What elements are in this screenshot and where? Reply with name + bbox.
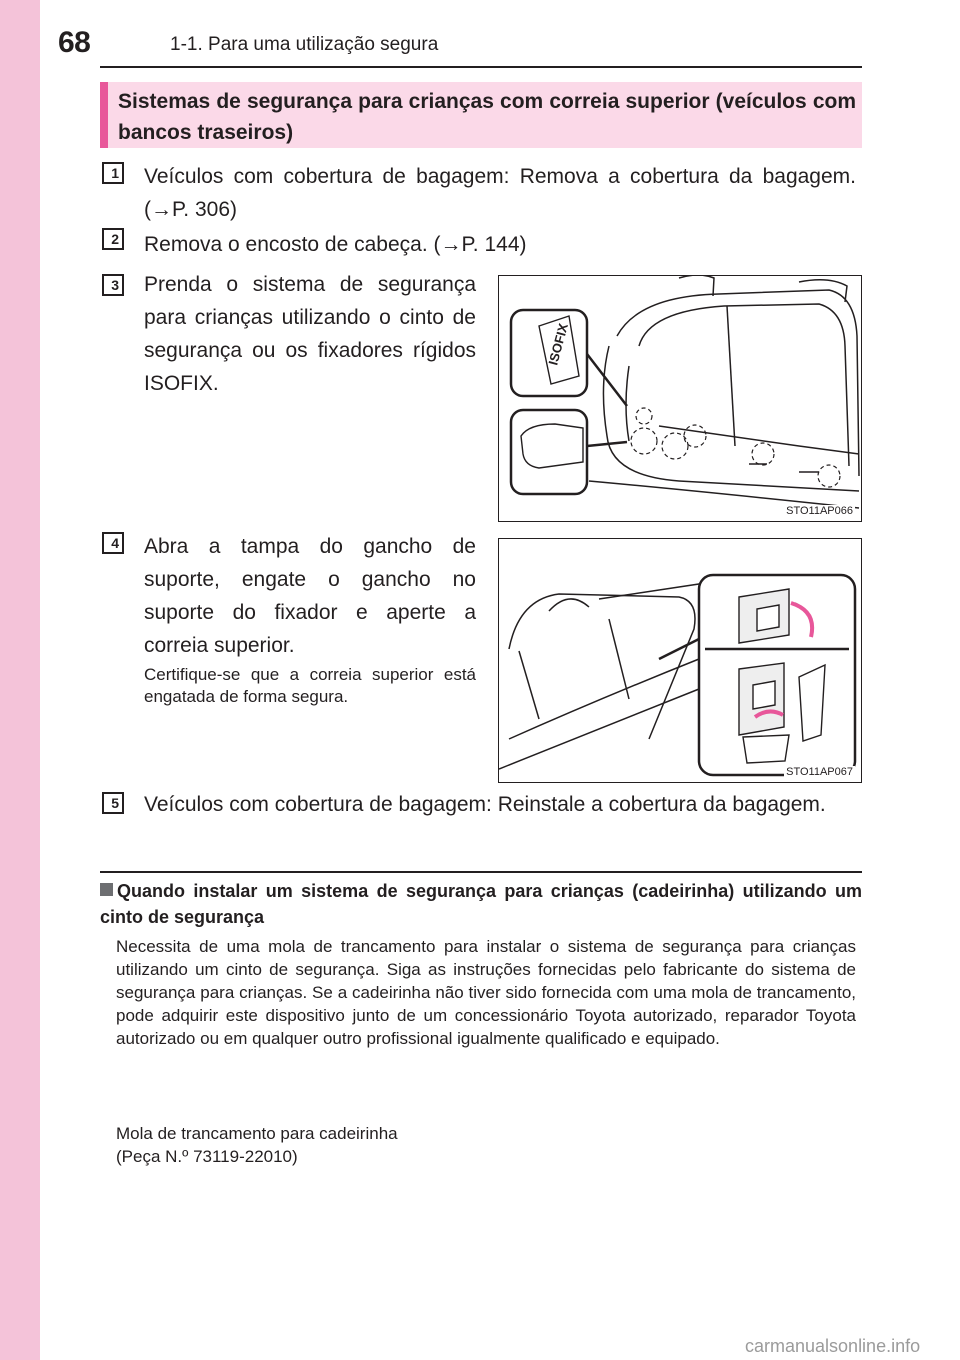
figure-top-tether xyxy=(498,538,862,783)
section-heading-box xyxy=(100,82,862,148)
section-title: Sistemas de segurança para crianças com correia superior (veículos com bancos traseiros) xyxy=(118,90,856,144)
step-badge-3: 3 xyxy=(102,274,124,296)
step-3-text: Prenda o sistema de segurança para crianças utilizando o cinto de segurança ou os fixadores rígidos ISOFIX. xyxy=(144,273,476,395)
part-line-1: Mola de trancamento para cadeirinha xyxy=(116,1124,398,1143)
step-2-text: Remova o encosto de cabeça. (→P. 144) xyxy=(144,233,527,256)
part-line-2: (Peça N.º 73119-22010) xyxy=(116,1147,298,1166)
breadcrumb: 1-1. Para uma utilização segura xyxy=(170,34,439,55)
seat-illustration xyxy=(499,276,862,522)
figure-1-code: STO11AP066 xyxy=(786,505,853,517)
figure-2-code: STO11AP067 xyxy=(786,766,853,778)
step-5-text: Veículos com cobertura de bagagem: Reinstale a cobertura da bagagem. xyxy=(144,793,826,816)
step-4-note: Certifique-se que a correia superior está engatada de forma segura. xyxy=(144,665,476,706)
step-1-text: Veículos com cobertura de bagagem: Remova a cobertura da bagagem. (→P. 306) xyxy=(144,165,856,221)
isofix-callout-label: ISOFIX xyxy=(545,321,571,367)
step-badge-1: 1 xyxy=(102,162,124,184)
side-color-band xyxy=(0,0,40,1360)
notice-square-icon xyxy=(100,883,113,896)
step-badge-4: 4 xyxy=(102,532,124,554)
notice-body: Necessita de uma mola de trancamento para instalar o sistema de segurança para crianças utilizando um cinto de segurança. Siga as instruções fornecidas pelo fabricante do sistema de segurança para crianças. Se a cadeirinha não tiver sido fornecida com uma mola de trancamento, pode adquirir este dispositivo junto de um concessionário Toyota autorizado, reparador Toyota autorizado ou em qualquer outro profissional igualmente qualificado e equipado. xyxy=(116,937,856,1048)
watermark: carmanualsonline.info xyxy=(745,1336,921,1356)
step-badge-5: 5 xyxy=(102,792,124,814)
step-4-text: Abra a tampa do gancho de suporte, engate o gancho no suporte do fixador e aperte a correia superior. xyxy=(144,535,476,657)
notice-part-info xyxy=(116,1122,856,1168)
notice-heading-text: Quando instalar um sistema de segurança para crianças (cadeirinha) utilizando um cinto de segurança xyxy=(100,881,862,927)
section-accent-bar xyxy=(100,82,108,148)
notice-heading xyxy=(100,878,862,930)
tether-illustration xyxy=(499,539,862,783)
header-divider xyxy=(100,66,862,68)
step-badge-2: 2 xyxy=(102,228,124,250)
figure-isofix-seat xyxy=(498,275,862,522)
notice-divider xyxy=(100,871,862,873)
page-number: 68 xyxy=(58,26,91,59)
